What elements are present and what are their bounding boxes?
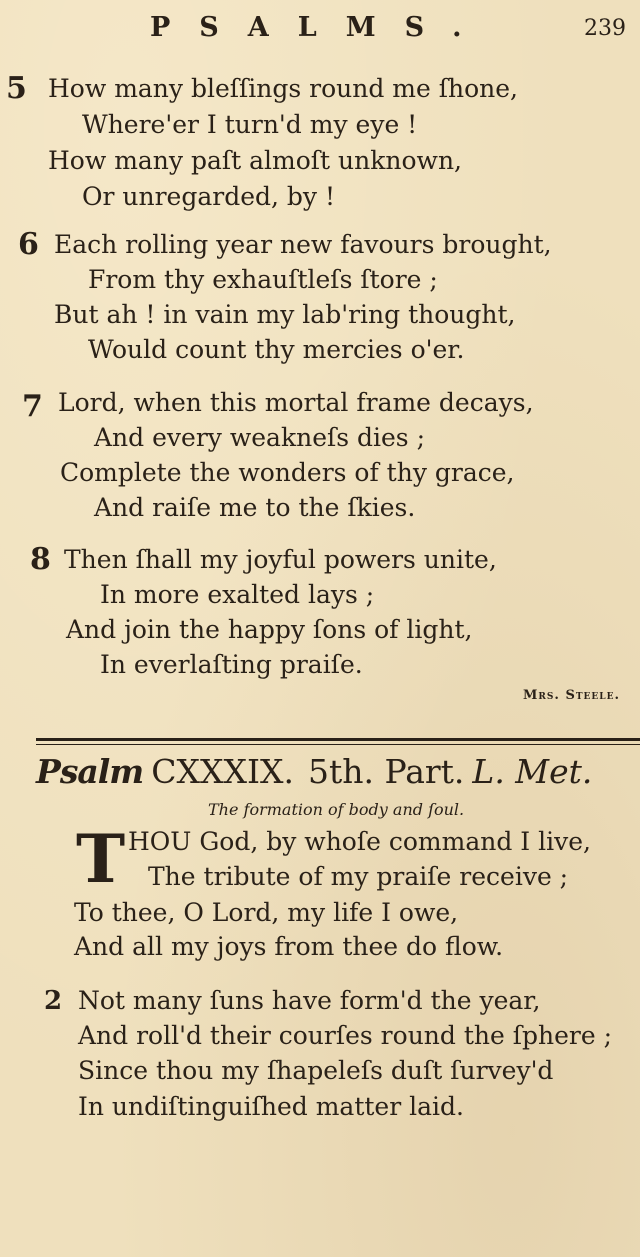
psalm-meter: L. Met. — [472, 752, 593, 791]
verse-number-7: 7 — [22, 389, 43, 424]
verse-line: Complete the wonders of thy grace, — [60, 458, 515, 487]
verse-line: Not many ſuns have form'd the year, — [78, 986, 541, 1015]
verse-line: How many paſt almoſt unknown, — [48, 146, 462, 175]
verse-line: Or unregarded, by ! — [82, 182, 336, 211]
verse-line: And every weakneſs dies ; — [94, 423, 426, 452]
verse-line: From thy exhauſtleſs ſtore ; — [88, 265, 438, 294]
verse-line: And roll'd their courſes round the ſphere ; — [78, 1021, 612, 1050]
author-attribution: Mrs. Steele. — [523, 688, 620, 703]
psalm-subtitle: The formation of body and ſoul. — [208, 800, 465, 819]
page-number: 239 — [584, 16, 626, 41]
verse-line: Each rolling year new favours brought, — [54, 230, 552, 259]
verse-line: Since thou my ſhapeleſs duſt ſurvey'd — [78, 1056, 554, 1085]
psalm-word: Psalm — [36, 752, 144, 791]
verse-line: In undiſtinguiſhed matter laid. — [78, 1092, 464, 1121]
psalm-number: CXXXIX. — [151, 752, 294, 791]
psalm-heading — [36, 752, 592, 792]
section-divider — [36, 738, 640, 741]
verse-line: But ah ! in vain my lab'ring thought, — [54, 300, 516, 329]
verse-line: Then ſhall my joyful powers unite, — [64, 545, 497, 574]
verse-number-6: 6 — [18, 227, 39, 262]
verse-line: The tribute of my praiſe receive ; — [148, 862, 569, 891]
verse-line: To thee, O Lord, my life I owe, — [74, 898, 459, 927]
drop-cap: T — [76, 820, 126, 898]
running-head — [0, 12, 640, 46]
verse-line: Would count thy mercies o'er. — [88, 335, 465, 364]
verse-line: And join the happy ſons of light, — [66, 615, 473, 644]
psalm-part: 5th. Part. — [307, 752, 465, 791]
verse-line: And raiſe me to the ſkies. — [94, 493, 416, 522]
verse-number-2: 2 — [44, 986, 63, 1016]
verse-line: How many bleſſings round me ſhone, — [48, 74, 519, 103]
verse-line: In more exalted lays ; — [100, 580, 375, 609]
verse-line: Where'er I turn'd my eye ! — [82, 110, 418, 139]
verse-line: HOU God, by whoſe command I live, — [128, 827, 591, 856]
verse-number-5: 5 — [6, 71, 27, 106]
verse-number-8: 8 — [30, 542, 51, 577]
verse-line: Lord, when this mortal frame decays, — [58, 388, 534, 417]
verse-line: In everlaſting praiſe. — [100, 650, 363, 679]
running-title: PSALMS. — [150, 12, 491, 43]
verse-line: And all my joys from thee do flow. — [74, 932, 504, 961]
